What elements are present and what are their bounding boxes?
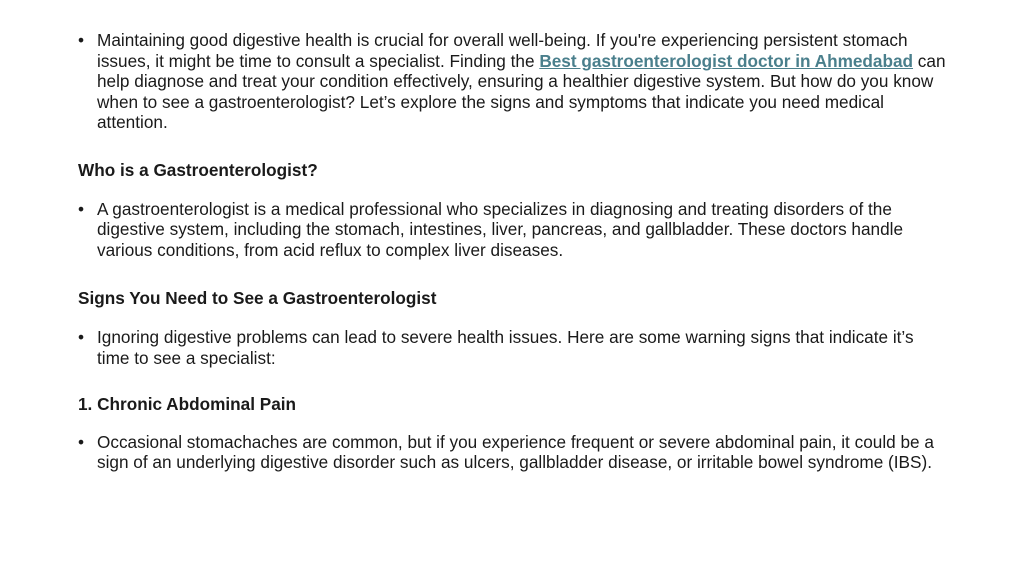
bullet-marker: • bbox=[78, 431, 85, 452]
intro-bullet bbox=[78, 30, 948, 133]
section-bullet-who bbox=[78, 199, 948, 261]
section-bullet-signs bbox=[78, 327, 948, 368]
gastroenterologist-link[interactable]: Best gastroenterologist doctor in Ahmedabad bbox=[539, 50, 914, 71]
section-text-abdominal-pain: Occasional stomachaches are common, but if you experience frequent or severe abdominal pain, it could be a sign of an underlying digestive disorder such as ulcers, gallbladder disease, or irritable bowel syndrome (IBS). bbox=[97, 431, 934, 473]
section-bullet-abdominal-pain bbox=[78, 432, 948, 473]
intro-text-before-link: Maintaining good digestive health is crucial for overall well-being. If you're experiencing persistent stomach issues, it might be time to consult a specialist. Finding the bbox=[97, 30, 908, 71]
section-text-who: A gastroenterologist is a medical professional who specializes in diagnosing and treating disorders of the digestive system, including the stomach, intestines, liver, pancreas, and gallbladder. These doctors handle various conditions, from acid reflux to complex liver diseases. bbox=[97, 198, 904, 260]
bullet-marker: • bbox=[78, 198, 85, 219]
section-heading-signs: Signs You Need to See a Gastroenterologist bbox=[78, 288, 437, 309]
bullet-marker: • bbox=[78, 30, 85, 50]
section-heading-who: Who is a Gastroenterologist? bbox=[78, 159, 318, 180]
section-text-signs: Ignoring digestive problems can lead to severe health issues. Here are some warning signs that indicate it’s time to see a specialist: bbox=[97, 326, 914, 368]
slide-content bbox=[78, 30, 948, 473]
intro-text-after-link: can help diagnose and treat your condition effectively, ensuring a healthier digestive system. But how do you know when to see a gastroenterologist? Let’s explore the signs and symptoms that indicate you need medical attention. bbox=[97, 50, 946, 133]
section-heading-abdominal-pain: 1. Chronic Abdominal Pain bbox=[78, 394, 297, 415]
bullet-marker: • bbox=[78, 326, 85, 347]
